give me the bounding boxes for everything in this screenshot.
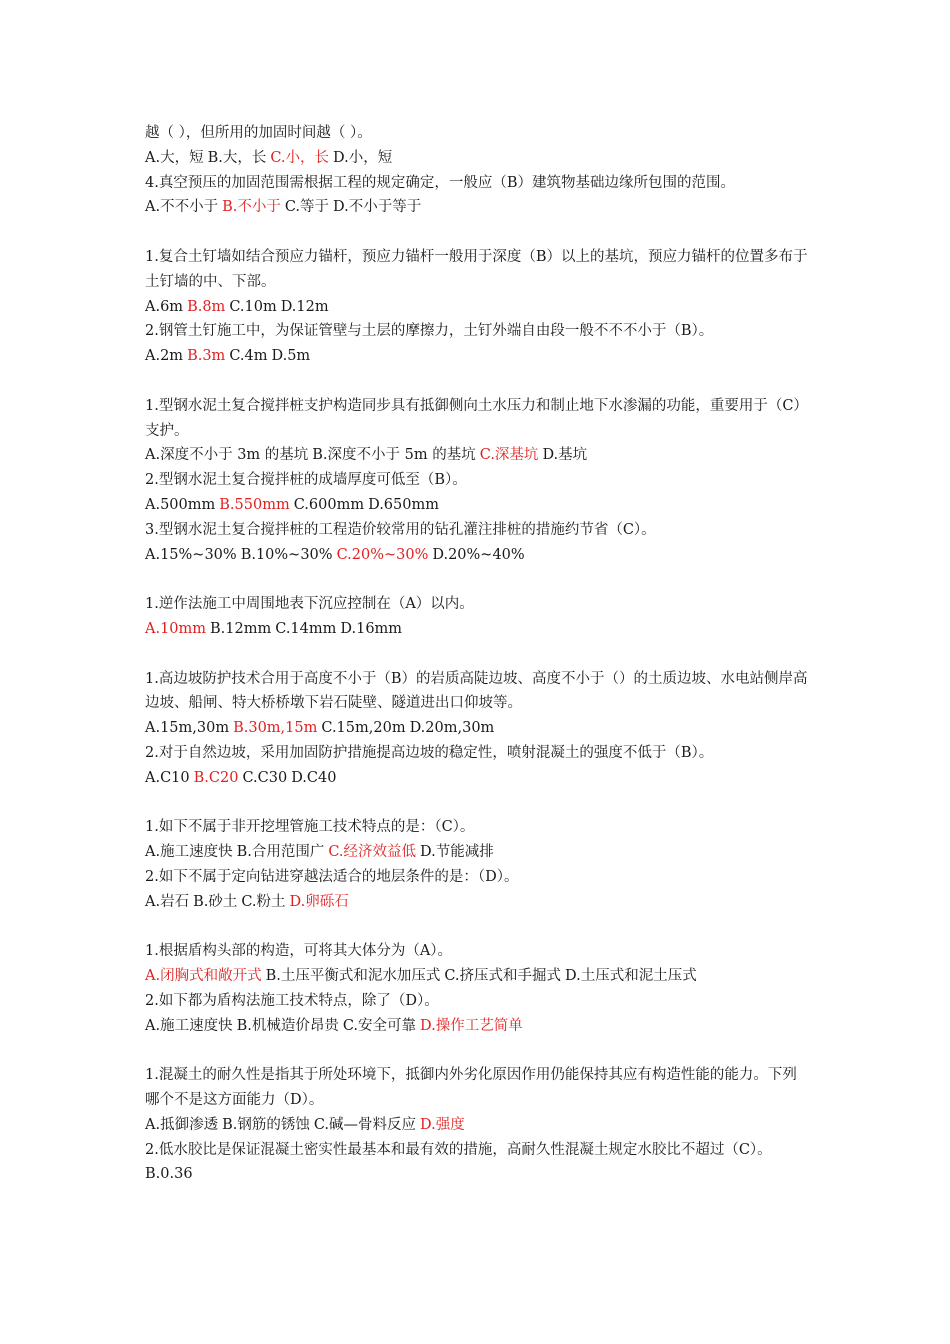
question-text: 2.型钢水泥土复合搅拌桩的成墙厚度可低至（B）。: [145, 472, 467, 489]
paragraph-gap: [145, 642, 810, 667]
option: D.12m: [280, 298, 329, 315]
question-text: 越（ ），但所用的加固时间越（ ）。: [145, 125, 372, 141]
question-text: 1.根据盾构头部的构造，可将其大体分为（A）。: [145, 943, 453, 960]
options-line: [145, 443, 810, 468]
question-text: 2.如下都为盾构法施工技术特点，除了（D）。: [145, 992, 439, 1009]
options-line: [145, 1113, 810, 1138]
option: B.合用范围广: [236, 844, 325, 861]
option: C.C30: [242, 769, 288, 786]
option: D.650mm: [368, 496, 439, 513]
option: A.C10: [145, 769, 190, 786]
option: A.不不小于: [145, 199, 219, 216]
options-line: [145, 890, 810, 915]
option: A.深度不小于 3m 的基坑: [145, 447, 309, 464]
correct-option: B.8m: [187, 298, 226, 315]
options-line: [145, 295, 810, 320]
correct-option: A.10mm: [145, 620, 207, 637]
paragraph-gap: [145, 369, 810, 394]
question-text: 1.型钢水泥土复合搅拌桩支护构造同步具有抵御侧向土水压力和制止地下水渗漏的功能，重要用于（C）支护。: [145, 397, 808, 439]
option: A.施工速度快: [145, 1017, 233, 1034]
question-text: 4.真空预压的加固范围需根据工程的规定确定，一般应（B）建筑物基础边缘所包围的范围。: [145, 174, 735, 191]
document-page: [145, 121, 810, 1187]
correct-option: B.不小于: [222, 199, 281, 216]
option: A.抵御渗透: [145, 1116, 219, 1133]
option: A.15%~30%: [145, 546, 237, 563]
option: A.500mm: [145, 496, 216, 513]
option: B.10%~30%: [240, 546, 333, 563]
correct-option: A.闭胸式和敞开式: [145, 968, 262, 985]
options-line: [145, 344, 810, 369]
paragraph-gap: [145, 567, 810, 592]
question-text: 2.如下不属于定向钻进穿越法适合的地层条件的是：（D）。: [145, 868, 519, 885]
correct-option: C.经济效益低: [328, 844, 417, 861]
option: D.20%~40%: [432, 546, 525, 563]
option: B.钢筋的锈蚀: [222, 1116, 310, 1133]
option: D.20m,30m: [409, 720, 495, 737]
paragraph-gap: [145, 791, 810, 816]
question-text: 1.混凝土的耐久性是指其于所处环境下，抵御内外劣化原因作用仍能保持其应有构造性能的能力。下列哪个不是这方面能力（D）。: [145, 1067, 797, 1109]
options-line: [145, 716, 810, 741]
question-text: 1.逆作法施工中周围地表下沉应控制在（A）以内。: [145, 596, 474, 613]
options-line: [145, 617, 810, 642]
option: A.2m: [145, 348, 184, 365]
option: A.施工速度快: [145, 844, 233, 861]
question-text: 2.对于自然边坡，采用加固防护措施提高边坡的稳定性，喷射混凝土的强度不低于（B）。: [145, 744, 714, 761]
option: C.等于: [284, 199, 330, 216]
correct-option: B.30m,15m: [233, 720, 318, 737]
option: D.土压式和泥土压式: [565, 968, 697, 985]
options-line: [145, 146, 810, 171]
option: A.大，短: [145, 149, 204, 166]
options-line: [145, 964, 810, 989]
correct-option: C.20%~30%: [336, 546, 429, 563]
option: C.安全可靠: [342, 1017, 417, 1034]
question-text: 1.高边坡防护技术合用于高度不小于（B）的岩质高陡边坡、高度不小于（）的土质边坡、水电站侧岸高边坡、船闸、特大桥桥墩下岩石陡壁、隧道进出口仰坡等。: [145, 670, 808, 712]
option: B.大，长: [207, 149, 267, 166]
option: D.小，短: [333, 149, 393, 166]
correct-option: C.深基坑: [479, 447, 539, 464]
option: C.粉土: [241, 893, 286, 910]
option: B.深度不小于 5m 的基坑: [312, 447, 476, 464]
paragraph-gap: [145, 220, 810, 245]
option: D.不小于等于: [333, 199, 422, 216]
question-text: 1.如下不属于非开挖埋管施工技术特点的是：（C）。: [145, 819, 475, 836]
option: A.6m: [145, 298, 184, 315]
option: C.4m: [229, 348, 268, 365]
options-line: [145, 195, 810, 220]
correct-option: B.C20: [193, 769, 239, 786]
option: B.机械造价昂贵: [236, 1017, 339, 1034]
paragraph-gap: [145, 1038, 810, 1063]
correct-option: C.小，长: [270, 149, 330, 166]
options-line: [145, 840, 810, 865]
options-line: [145, 543, 810, 568]
options-line: [145, 1162, 810, 1187]
option: C.挤压式和手掘式: [444, 968, 562, 985]
correct-option: D.卵砾石: [289, 893, 349, 910]
option: B.砂土: [193, 893, 238, 910]
option: D.C40: [291, 769, 337, 786]
options-line: [145, 493, 810, 518]
question-text: 3.型钢水泥土复合搅拌桩的工程造价较常用的钻孔灌注排桩的措施约节省（C）。: [145, 521, 656, 538]
correct-option: D.强度: [420, 1116, 465, 1133]
option: C.600mm: [293, 496, 365, 513]
question-text: 1.复合土钉墙如结合预应力锚杆，预应力锚杆一般用于深度（B）以上的基坑，预应力锚杆的位置多布于土钉墙的中、下部。: [145, 248, 808, 290]
option: A.15m,30m: [145, 720, 230, 737]
correct-option: B.550mm: [219, 496, 290, 513]
correct-option: D.操作工艺简单: [420, 1017, 523, 1034]
option: B.0.36: [145, 1166, 193, 1183]
option: D.16mm: [340, 620, 403, 637]
question-text: 2.钢管土钉施工中，为保证管壁与土层的摩擦力，土钉外端自由段一般不不不小于（B）。: [145, 323, 714, 340]
option: C.15m,20m: [321, 720, 406, 737]
option: C.10m: [229, 298, 277, 315]
correct-option: B.3m: [187, 348, 226, 365]
option: D.节能减排: [420, 844, 494, 861]
question-text: 2.低水胶比是保证混凝土密实性最基本和最有效的措施，高耐久性混凝土规定水胶比不超过（C）。: [145, 1141, 772, 1158]
option: C.碱—骨料反应: [313, 1116, 417, 1133]
options-line: [145, 766, 810, 791]
option: B.土压平衡式和泥水加压式: [265, 968, 441, 985]
option: B.12mm: [210, 620, 272, 637]
options-line: [145, 1014, 810, 1039]
paragraph-gap: [145, 915, 810, 940]
option: A.岩石: [145, 893, 190, 910]
option: C.14mm: [275, 620, 337, 637]
option: D.基坑: [542, 447, 588, 464]
option: D.5m: [271, 348, 311, 365]
